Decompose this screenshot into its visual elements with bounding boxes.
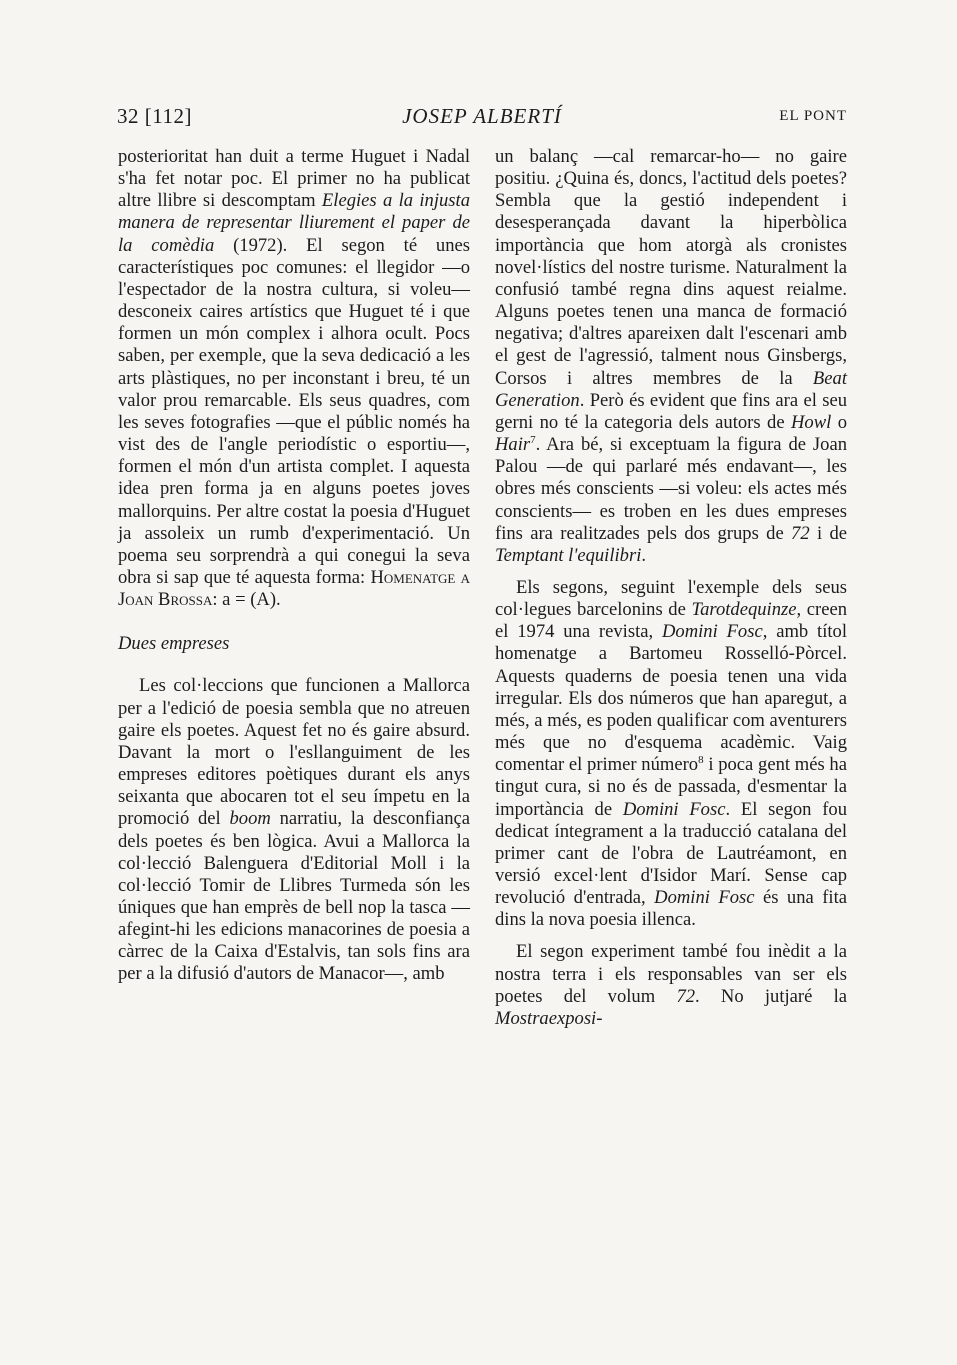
paragraph (495, 577, 847, 932)
work-title: Domini Fosc (661, 621, 763, 643)
work-title: Tarotdequinze (691, 599, 797, 621)
footnote-ref: 8 (698, 754, 704, 767)
work-title: Domini Fosc (654, 887, 755, 909)
text-run: o (831, 411, 847, 433)
work-title: 72 (676, 985, 696, 1007)
paragraph (495, 146, 847, 567)
work-title: Domini Fosc (622, 798, 726, 820)
text-run: . (641, 544, 647, 566)
emphasis: Beat Generation (495, 367, 847, 411)
text-run: (1972). El segon té unes característiques poc comunes: el llegidor —o l'espectador de la nostra cultura, si voleu— desconeix caires artístics que Huguet té i que formen un món complex i alhora ocult. Pocs saben, per exemple, que la seva dedicació a les arts plàstiques, no per inconstant i breu, té un valor prou remarcable. Els seus quadres, com les seves fotografies —que el públic només ha vist des de l'angle periodístic o esportiu—, formen el món d'un artista complet. I aquesta idea pren forma ja en alguns poetes joves mallorquins. Per altre costat la poesia d'Huguet ja assoleix un rumb d'experimentació. Un poema seu sorprendrà a qui conegui la seva obra si sap que té aquesta forma: (118, 234, 470, 588)
text-run: i poca gent més ha tingut cura, si no és de passada, d'esmentar la importància de (495, 754, 847, 820)
text-run: narratiu, la desconfiança dels poetes és ben lògica. Avui a Mallorca la col·lecció Balenguera d'Editorial Moll i la col·lecció Tomir de Llibres Turmeda són les úniques que han emprès de bell nop la tasca —afegint-hi les edicions manacorines de poesia a càrrec de la Caixa d'Estalvis, tan sols fins ara per a la difusió d'autors de Manacor—, amb (118, 808, 470, 985)
text-run: Els segons, seguint l'exemple dels seus col·legues barcelonins de (495, 576, 847, 621)
footnote-ref: 7 (530, 433, 536, 446)
work-title: Hair (495, 434, 531, 456)
work-title: Howl (790, 411, 832, 433)
text-run: : a = (A). (212, 589, 281, 611)
book-title: Elegies a la injusta manera de representar lliurement el paper de la comèdia (118, 190, 470, 256)
paragraph (495, 941, 847, 1030)
text-run: i de (809, 522, 847, 544)
paragraph (118, 675, 470, 985)
text-run: un balanç —cal remarcar-ho— no gaire positiu. ¿Quina és, doncs, l'actitud dels poetes? Sembla que la gestió independent i desesperançada davant la hiperbòlica importància que hom atorgà als cronistes novel·lístics del nostre turisme. Naturalment la confusió també regna dins aquest reialme. Alguns poetes tenen una manca de formació negativa; d'altres apareixen dalt l'escenari amb el gest de l'agressió, talment nous Ginsbergs, Corsos i altres membres de la (495, 146, 847, 389)
text-run: . No jutjaré la (695, 985, 848, 1007)
text-run: és una fita dins la nova poesia illenca. (495, 887, 848, 931)
paragraph (118, 146, 470, 611)
section-subheading: Dues empreses (118, 633, 230, 655)
text-run: posterioritat han duit a terme Huguet i Nadal s'ha fet notar poc. El primer no ha publicat altre llibre si descomptam (118, 146, 470, 212)
right-column (495, 146, 847, 1030)
work-title: 72 (791, 522, 810, 544)
author-name: JOSEP ALBERTÍ (402, 104, 562, 128)
running-header (117, 104, 847, 134)
left-column (118, 146, 470, 986)
text-run: , creen el 1974 una revista, (495, 599, 848, 643)
text-run: . Ara bé, si exceptuam la figura de Joan Palou —de qui parlaré més endavant—, les obres més conscients —si voleu: els actes més conscients— es troben en les dues empreses fins ara realitzades pels dos grups de (495, 434, 847, 544)
text-run: . El segon fou dedicat íntegrament a la traducció catalana del primer cant de l'obra de Lautréamont, en versió excel·lent d'Isidor Marí. Sense cap revolució d'entrada, (495, 798, 847, 909)
poem-title: Homenatge a Joan Brossa (118, 566, 470, 611)
text-run: . Però és evident que fins ara el seu gerni no té la categoria dels autors de (495, 389, 847, 433)
journal-name: EL PONT (779, 108, 847, 124)
page-number: 32 [112] (117, 104, 192, 128)
text-run: Les col·leccions que funcionen a Mallorca per a l'edició de poesia sembla que no atreuen gaire els poetes. Aquest fet no és gaire absurd. Davant la mort o l'esllanguiment de les empreses editores poètiques durant els anys seixanta que abocaren tot el seu ímpetu en la promoció del (118, 675, 470, 830)
work-title: Mostraexposi- (495, 1007, 603, 1029)
emphasis: boom (229, 808, 271, 830)
work-title: Temptant l'equilibri (495, 544, 642, 566)
text-run: , amb títol homenatge a Bartomeu Rosselló-Pòrcel. Aquests quaderns de poesia tenen una vida irregular. Els dos números que han aparegut, a més, a més, es poden qualificar com aventurers més que no d'esquema acadèmic. Vaig comentar el primer número (495, 621, 847, 776)
text-run: El segon experiment també fou inèdit a la nostra terra i els responsables van ser els poetes del volum (495, 941, 847, 1007)
